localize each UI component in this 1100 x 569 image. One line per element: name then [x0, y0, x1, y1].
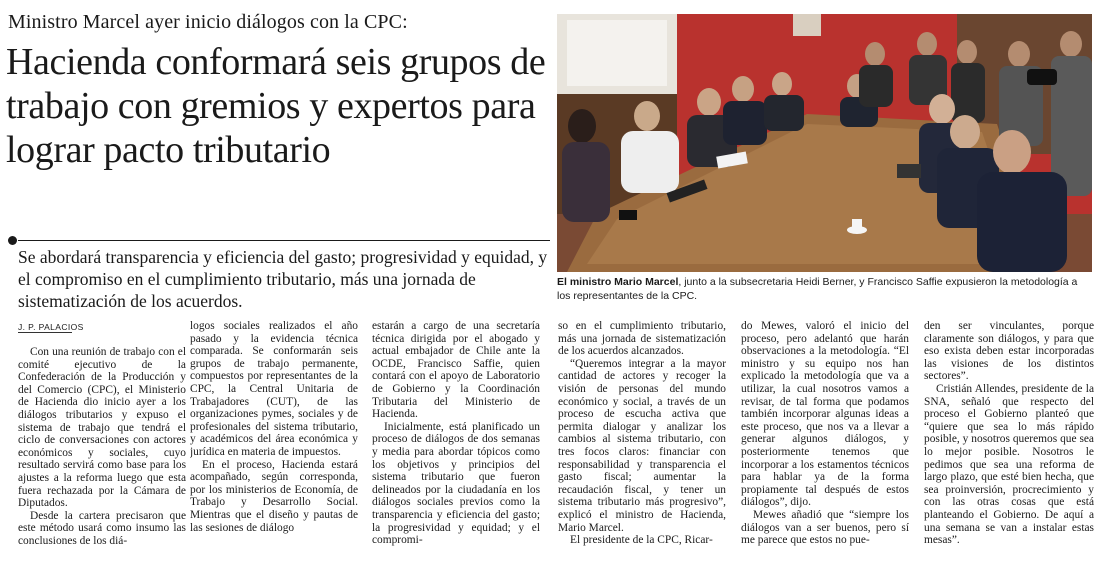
photo-caption — [557, 276, 1092, 303]
byline: J. P. PALACIOS — [18, 322, 84, 332]
kicker: Ministro Marcel ayer inicio diálogos con la CPC: — [8, 11, 408, 33]
deck-bullet — [8, 236, 17, 245]
column-3 — [372, 320, 540, 566]
byline-rule — [18, 332, 72, 333]
paragraph: “Queremos integrar a la mayor cantidad de actores y recoger la visión de personas del mundo económico y social, a través de un proceso de escucha activa que permita dialogar y analizar los cambios al sistema tributario, con tres focos claros: financiar con responsabilidad y transparencia el gasto fiscal; aumentar la recaudación fiscal, y tener un sistema tributario más progresivo”, explicó el ministro de Hacienda, Mario Marcel. — [558, 357, 726, 534]
paragraph: den ser vinculantes, porque claramente son diálogos, y para que eso exista deben estar incorporadas las visiones de los distintos sectores”. — [924, 320, 1094, 383]
paragraph: Con una reunión de trabajo con el comité ejecutivo de la Confederación de la Producción y del Comercio (CPC), el Ministerio de Hacienda dio inicio ayer a los diálogos tributarios y expuso el sistema de trabajo que tendrá el ciclo de conversaciones con actores económicos y sociales, cuyo resultado servirá como base para los ajustes a la reforma luego que esta fuera rechazada por la Cámara de Diputados. — [18, 346, 186, 510]
paragraph: Desde la cartera precisaron que este método usará como insumo las conclusiones de los diá- — [18, 509, 186, 547]
column-4 — [558, 320, 726, 566]
caption-text: , junto a la subsecretaria Heidi Berner, y Francisco Saffie expusieron la metodología a los representantes de la CPC. — [557, 276, 1078, 302]
paragraph: so en el cumplimiento tributario, más una jornada de sistematización de los acuerdos alcanzados. — [558, 320, 726, 358]
paragraph: logos sociales realizados el año pasado y la evidencia técnica comparada. Se conformarán seis grupos de trabajo permanente, compuestos por representantes de la CPC, la Central Unitaria de Trabajadores (CUT), de las organizaciones pymes, sociales y de profesionales del sistema tributario, y académicos del área económica y jurídica en materia de impuestos. — [190, 320, 358, 458]
paragraph: Mewes añadió que “siempre los diálogos van a ser buenos, pero sí me parece que estos no pue- — [741, 508, 909, 547]
column-5 — [741, 320, 909, 566]
paragraph: El presidente de la CPC, Ricar- — [570, 534, 713, 547]
deck: Se abordará transparencia y eficiencia del gasto; progresividad y equidad, y el compromiso en el cumplimiento tributario, más una jornada de sistematización de los acuerdos. — [18, 247, 548, 311]
paragraph: Cristián Allendes, presidente de la SNA, señaló que respecto del proceso el Gobierno planteó que “quiere que sea lo más rápido posible, y nosotros queremos que sea lo mejor posible. Nosotros le pedimos que sea una reforma de largo plazo, que esté bien hecha, que sea proinversión, procrecimiento y con las otras cosas que está planteando el Gobierno. De aquí a una semana se van a instalar estas mesas”. — [924, 382, 1094, 547]
paragraph: En el proceso, Hacienda estará acompañado, según corresponda, por los ministerios de Economía, de Trabajo y Desarrollo Social. Mientras que el diseño y pautas de las sesiones de diálogo — [190, 458, 358, 534]
meeting-photo — [557, 14, 1092, 272]
column-1 — [18, 346, 186, 566]
deck-rule — [18, 240, 550, 241]
column-6 — [924, 320, 1094, 566]
paragraph: estarán a cargo de una secretaría técnica dirigida por el abogado y actual embajador de Chile ante la OCDE, Francisco Saffie, quien contará con el apoyo de Laboratorio de Gobierno y la Coordinación Tributaria del Ministerio de Hacienda. — [372, 320, 540, 421]
headline: Hacienda conformará seis grupos de trabajo con gremios y expertos para lograr pacto tributario — [6, 41, 546, 171]
paragraph: do Mewes, valoró el inicio del proceso, pero adelantó que harán observaciones a la metodología. “El ministro y su equipo nos han explicado la metodología que va a utilizar, la cual nosotros vamos a revisar, de tal forma que podamos también incorporar algunas ideas a este proceso, que nos va a llevar a generar algunos diálogos, y posteriormente tenemos que incorporar a los estamentos técnicos para hablar ya de la forma propiamente tal después de estos diálogos”, dijo. — [741, 320, 909, 509]
column-2 — [190, 320, 358, 566]
paragraph: Inicialmente, está planificado un proceso de diálogos de dos semanas y media para abordar tópicos como los objetivos y principios del sistema tributario que fueron delineados por la ciudadanía en los diálogos sociales previos como la transparencia y eficiencia del gasto; la progresividad y equidad; y el compromi- — [372, 420, 540, 547]
caption-bold: El ministro Mario Marcel — [557, 276, 679, 288]
